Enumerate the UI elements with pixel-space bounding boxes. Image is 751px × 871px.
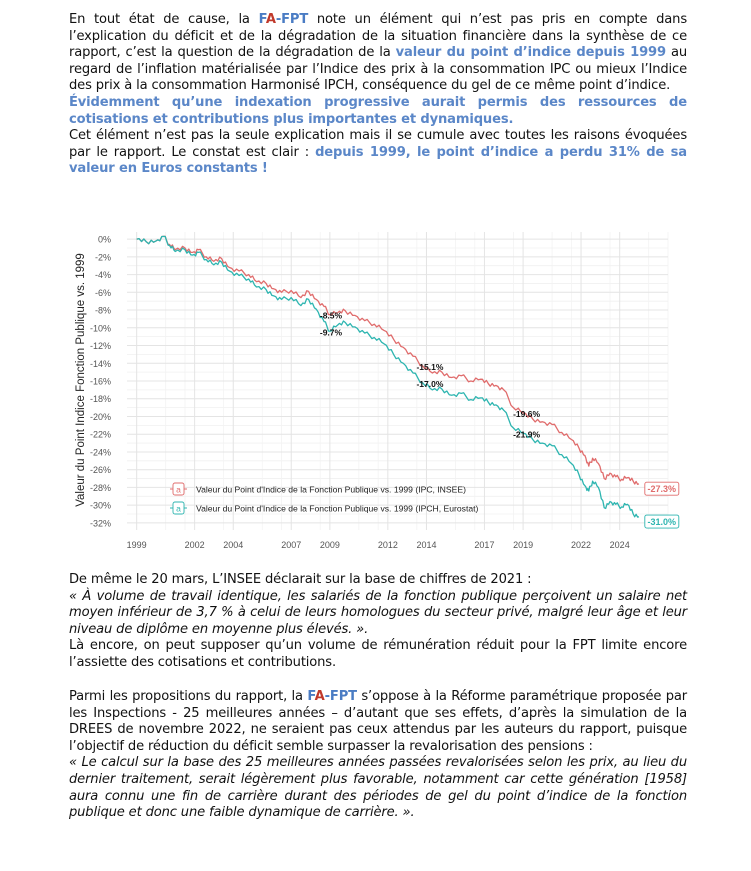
org-name: FA-FPT bbox=[307, 689, 357, 704]
y-tick-label: -18% bbox=[89, 394, 111, 405]
y-tick-label: -32% bbox=[89, 518, 111, 529]
y-axis-label: Valeur du Point Indice Fonction Publique vs. 1999 bbox=[75, 253, 87, 507]
x-tick-label: 2022 bbox=[571, 540, 592, 550]
data-label: -9.7% bbox=[319, 327, 343, 338]
end-label-ipch bbox=[645, 515, 679, 528]
reform-quote: « Le calcul sur la base des 25 meilleures années passées revalorisées selon les prix, au lieu du dernier traitement, serait légèrement plus favorable, notamment car cette génération [1958] aura connu une fin de carrière durant des périodes de gel du point d’indice de la fonction publique et donc une faible dynamique de carrière. ». bbox=[69, 755, 687, 821]
y-tick-label: -20% bbox=[89, 411, 111, 422]
emphasis-paragraph: Évidemment qu’une indexation progressive aurait permis des ressources de cotisations et contributions plus importantes et dynamiques. bbox=[69, 94, 687, 127]
x-tick-label: 1999 bbox=[126, 540, 147, 550]
x-axis-ticks bbox=[127, 540, 630, 550]
data-label: -19.6% bbox=[513, 408, 541, 419]
x-tick-label: 2014 bbox=[416, 540, 437, 550]
reform-paragraph: Parmi les propositions du rapport, la FA-FPT s’oppose à la Réforme paramétrique proposée par les Inspections - 25 meilleures années – d’autant que ses effets, d’après la simulation de la DREES de novembre 2022, ne seraient pas ceux attendus par les auteurs du rapport, puisque l’objectif de réduction du déficit semble surpasser la revalorisation des pensions : bbox=[69, 689, 687, 754]
x-tick-label: 2009 bbox=[319, 540, 340, 550]
conclusion-paragraph: Cet élément n’est pas la seule explication mais il se cumule avec toutes les raisons évoquées par le rapport. Le constat est clair : depuis 1999, le point d’indice a perdu 31% de sa valeur en Euros constants ! bbox=[69, 128, 687, 177]
annotations bbox=[320, 310, 541, 439]
y-tick-label: -8% bbox=[94, 305, 111, 316]
end-label-text: -27.3% bbox=[647, 484, 677, 495]
insee-section bbox=[69, 572, 687, 672]
y-tick-label: -28% bbox=[89, 482, 111, 493]
x-tick-label: 2012 bbox=[377, 540, 398, 550]
data-label: -15.1% bbox=[416, 361, 444, 372]
y-tick-label: -22% bbox=[89, 429, 111, 440]
x-tick-label: 2004 bbox=[223, 540, 244, 550]
y-tick-label: -10% bbox=[89, 323, 111, 334]
y-tick-label: -14% bbox=[89, 358, 111, 369]
end-label-text: -31.0% bbox=[647, 517, 677, 528]
legend-item-ipc bbox=[170, 483, 466, 495]
highlight-point-value: valeur du point d’indice depuis 1999 bbox=[395, 45, 666, 61]
y-tick-label: -12% bbox=[89, 341, 111, 352]
data-label: -21.9% bbox=[513, 429, 541, 440]
y-tick-label: -16% bbox=[89, 376, 111, 387]
data-label: -8.5% bbox=[319, 310, 343, 321]
highlight-loss: depuis 1999, le point d’indice a perdu 31% de sa valeur en Euros constants ! bbox=[69, 144, 687, 177]
x-tick-label: 2024 bbox=[609, 540, 630, 550]
intro-paragraph: En tout état de cause, la FA-FPT note un élément qui n’est pas pris en compte dans l’explication du déficit et de la dégradation de la situation financière dans la synthèse de ce rapport, c’est la question de la dégradation de la valeur du point d’indice depuis 1999 au regard de l’inflation matérialisée par l’Indice des prix à la consommation IPC ou mieux l’Indice des prix à la consommation Harmonisé IPCH, conséquence du gel de ce même point d’indice. bbox=[69, 12, 687, 94]
insee-follow: Là encore, on peut supposer qu’un volume de rémunération réduit pour la FPT limite encore l’assiette des cotisations et contributions. bbox=[69, 638, 687, 670]
y-tick-label: -4% bbox=[94, 270, 111, 281]
x-tick-label: 2007 bbox=[281, 540, 302, 550]
y-tick-label: -6% bbox=[94, 287, 111, 298]
reform-section bbox=[69, 689, 687, 822]
x-tick-label: 2019 bbox=[513, 540, 534, 550]
legend-label: Valeur du Point d'Indice de la Fonction Publique vs. 1999 (IPC, INSEE) bbox=[196, 484, 466, 495]
legend bbox=[170, 483, 479, 514]
y-tick-label: -30% bbox=[89, 500, 111, 511]
intro-section bbox=[69, 12, 687, 178]
x-tick-label: 2002 bbox=[184, 540, 205, 550]
y-tick-label: -2% bbox=[94, 252, 111, 263]
org-name: FA-FPT bbox=[258, 12, 309, 27]
data-label: -17.0% bbox=[416, 378, 444, 389]
y-tick-label: 0% bbox=[97, 234, 111, 245]
legend-item-ipch bbox=[170, 502, 479, 514]
legend-glyph: a bbox=[176, 484, 181, 495]
legend-glyph: a bbox=[176, 503, 181, 514]
insee-quote: « À volume de travail identique, les salariés de la fonction publique perçoivent un salaire net moyen inférieur de 3,7 % à celui de leurs homologues du secteur privé, malgré leur âge et leur niveau de diplôme en moyenne plus élevés. ». bbox=[69, 588, 687, 637]
insee-lead: De même le 20 mars, L’INSEE déclarait sur la base de chiffres de 2021 : bbox=[69, 572, 532, 587]
legend-label: Valeur du Point d'Indice de la Fonction Publique vs. 1999 (IPCH, Eurostat) bbox=[196, 503, 479, 514]
y-axis-ticks bbox=[90, 235, 111, 529]
x-tick-label: 2017 bbox=[474, 540, 495, 550]
point-indice-chart bbox=[65, 225, 685, 560]
y-tick-label: -24% bbox=[89, 447, 111, 458]
end-label-ipc bbox=[645, 482, 679, 495]
y-tick-label: -26% bbox=[89, 465, 111, 476]
